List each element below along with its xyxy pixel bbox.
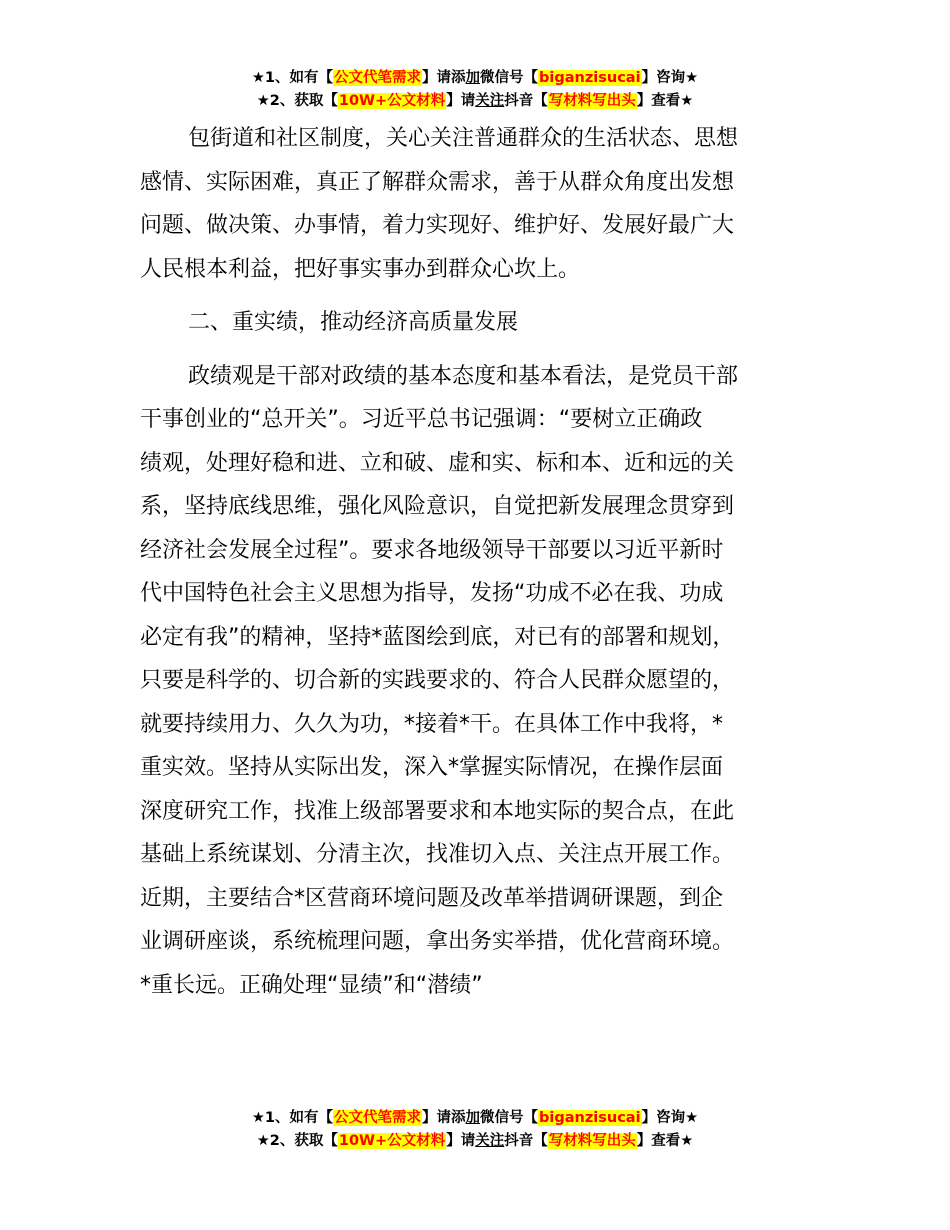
banner-text: 】咨询★ <box>641 70 699 86</box>
banner-highlight: biganzisucai <box>539 1110 641 1126</box>
banner-text: 】查看★ <box>636 1133 694 1149</box>
section-heading-text: 二、重实绩，推动经济高质量发展 <box>188 310 519 335</box>
banner-highlight: 10W+公文材料 <box>338 1133 446 1149</box>
text-line: *重长远。正确处理“显绩”和“潜绩” <box>140 972 483 998</box>
banner-highlight: 公文代笔需求 <box>334 70 422 86</box>
paragraph-1 <box>140 117 840 291</box>
banner-text: ★1、如有【 <box>251 70 334 86</box>
banner-text: 抖音【 <box>504 93 548 109</box>
banner-line-2 <box>0 90 950 113</box>
banner-highlight: 10W+公文材料 <box>338 93 446 109</box>
text-line: 包街道和社区制度，关心关注普通群众的生活状态、思想 <box>188 126 739 151</box>
text-line: 基础上系统谋划、分清主次，找准切入点、关注点开展工作。 <box>140 842 735 867</box>
banner-text: 抖音【 <box>504 1133 548 1149</box>
banner-text: 】查看★ <box>636 93 694 109</box>
banner-highlight: 写材料写出头 <box>548 1133 636 1149</box>
text-line: 系，坚持底线思维，强化风险意识，自觉把新发展理念贯穿到 <box>140 494 735 519</box>
text-line: 感情、实际困难，真正了解群众需求，善于从群众角度出发想 <box>140 169 735 195</box>
text-line: 代中国特色社会主义思想为指导，发扬“功成不必在我、功成 <box>140 581 724 606</box>
banner-text: 】请 <box>446 1133 476 1149</box>
top-banner <box>0 67 950 113</box>
text-line: 业调研座谈，系统梳理问题，拿出务实举措，优化营商环境。 <box>140 929 735 954</box>
banner-line-1 <box>0 67 950 90</box>
text-line: 人民根本利益，把好事实事办到群众心坎上。 <box>140 256 581 282</box>
paragraph-2 <box>140 355 840 1008</box>
banner-text: ★2、获取【 <box>256 93 338 109</box>
banner-highlight: 公文代笔需求 <box>334 1110 422 1126</box>
text-line: 政绩观是干部对政绩的基本态度和基本看法，是党员干部 <box>188 363 739 389</box>
banner-text: 微信号【 <box>480 70 539 86</box>
text-line: 干事创业的“总开关”。习近平总书记强调：“要树立正确政 <box>140 407 703 432</box>
banner-text: 微信号【 <box>480 1110 539 1126</box>
bottom-banner <box>0 1107 950 1153</box>
banner-line-2 <box>0 1130 950 1153</box>
text-line: 经济社会发展全过程”。要求各地级领导干部要以习近平新时 <box>140 537 724 563</box>
text-line: 就要持续用力、久久为功，*接着*干。在具体工作中我将，* <box>140 711 724 737</box>
section-heading <box>140 301 840 345</box>
banner-underlined: 关注 <box>475 1133 505 1149</box>
banner-underlined: 关注 <box>475 93 505 109</box>
banner-text: 】请 <box>446 93 476 109</box>
text-line: 只要是科学的、切合新的实践要求的、符合人民群众愿望的， <box>140 668 735 693</box>
banner-text: 】请添 <box>422 1110 466 1126</box>
banner-line-1 <box>0 1107 950 1130</box>
document-body <box>140 117 840 1007</box>
banner-text: ★2、获取【 <box>256 1133 338 1149</box>
banner-underlined: 加 <box>465 70 481 86</box>
text-line: 问题、做决策、办事情，着力实现好、维护好、发展好最广大 <box>140 213 735 238</box>
text-line: 重实效。坚持从实际出发，深入*掌握实际情况，在操作层面 <box>140 755 724 780</box>
banner-underlined: 加 <box>465 1110 481 1126</box>
banner-highlight: 写材料写出头 <box>548 93 636 109</box>
text-line: 必定有我”的精神，坚持*蓝图绘到底，对已有的部署和规划， <box>140 624 735 650</box>
text-line: 近期，主要结合*区营商环境问题及改革举措调研课题，到企 <box>140 885 724 911</box>
text-line: 深度研究工作，找准上级部署要求和本地实际的契合点，在此 <box>140 798 735 824</box>
text-line: 绩观，处理好稳和进、立和破、虚和实、标和本、近和远的关 <box>140 450 735 476</box>
banner-highlight: biganzisucai <box>539 70 641 86</box>
banner-text: 】请添 <box>422 70 466 86</box>
banner-text: ★1、如有【 <box>251 1110 334 1126</box>
banner-text: 】咨询★ <box>641 1110 699 1126</box>
